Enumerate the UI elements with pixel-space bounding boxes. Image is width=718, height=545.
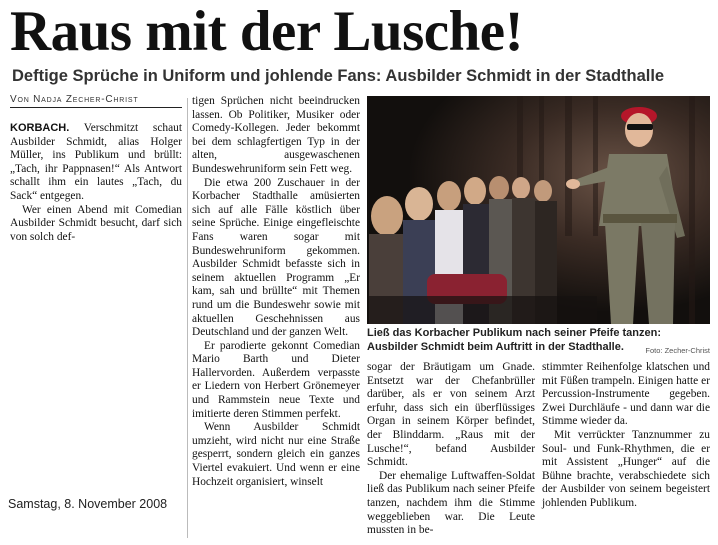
- column-4-paragraph-2: Mit verrückter Tanznummer zu Soul- und Funk-Rhythmen, die er mit Assistent „Hunger“ auf die Bühne brachte, verabschiedete sich der Ausbilder von seinem begeistert johlenden Publikum.: [542, 428, 710, 509]
- column-2-paragraph-3: Er parodierte gekonnt Comedian Mario Barth und Dieter Hallervorden. Außerdem verpasste er Liedern von Herbert Grönemeyer und Rammstein neue Texte und imitierte deren Stimmen perfekt.: [192, 339, 360, 420]
- photo-credit: Foto: Zecher-Christ: [645, 345, 710, 355]
- column-2-paragraph-1: tigen Sprüchen nicht beeindrucken lassen. Ob Politiker, Musiker oder Comedy-Kollegen. Jeder bekommt bei dem schlagfertigen Typ in der alten, ausgewaschenen Bundeswehruniform sein Fett weg.: [192, 95, 360, 175]
- column-3-paragraph-1: sogar der Bräutigam um Gnade. Entsetzt war der Chefanbrüller darüber, als er von seinem Arzt erfuhr, dass sich ein überflüssiges Organ in seinem Körper befindet, der Blinddarm. „Raus mit der Lusche!“, befand Ausbilder Schmidt.: [367, 361, 535, 469]
- stage-photo: [367, 96, 710, 324]
- column-1-text-1: Verschmitzt schaut Ausbilder Schmidt, alias Holger Müller, ins Publikum und brüllt: „Tach, ihr Pappnasen!“ Als Antwort schallt ihm ein lautes „Tach, du Sack“ entgegen.: [10, 122, 182, 202]
- subheadline: Deftige Sprüche in Uniform und johlende Fans: Ausbilder Schmidt in der Stadthalle: [12, 67, 665, 85]
- article-column-1: [10, 122, 182, 244]
- column-2-paragraph-4: Wenn Ausbilder Schmidt umzieht, wird nicht nur eine Straße gesperrt, sondern gleich ein ganzes Viertel evakuiert. Und wenn er eine Hochzeit organisiert, winselt: [192, 421, 360, 488]
- dateline: KORBACH.: [10, 122, 70, 134]
- column-1-paragraph-2: Wer einen Abend mit Comedian Ausbilder Schmidt besucht, darf sich von solch def-: [10, 203, 182, 243]
- column-4-paragraph-1: stimmter Reihenfolge klatschen und mit Füßen trampeln. Einigen hatte er Percussion-Instrumente gegeben. Zwei Durchläufe - und dann war die Stimme wieder da.: [542, 361, 710, 428]
- stage-photo-image: [367, 96, 710, 324]
- photo-caption: [367, 327, 710, 357]
- column-1-paragraph-1: [10, 122, 182, 204]
- photo-caption-text: Ließ das Korbacher Publikum nach seiner Pfeife tanzen: Ausbilder Schmidt beim Auftritt in der Stadthalle.: [367, 327, 662, 353]
- column-3-paragraph-2: Der ehemalige Luftwaffen-Soldat ließ das Publikum nach seiner Pfeife tanzen, nachdem ihm die Stimme weggeblieben war. Die Leute mussten in be-: [367, 469, 535, 537]
- headline: Raus mit der Lusche!: [10, 0, 524, 63]
- publication-date: Samstag, 8. November 2008: [8, 497, 168, 511]
- byline-rule: [10, 107, 182, 108]
- column-2-paragraph-2: Die etwa 200 Zuschauer in der Korbacher Stadthalle amüsierten sich auf alle Fälle köstlich über seine Sprüche. Einige eingefleischte Fans waren sogar mit Bundeswehruniform gekommen. Ausbilder Schmidt befasste sich in seinem aktuellen Programm „Er kam, sah und brüllte“ mit Themen rund um die Bundeswehr sowie mit aktuellen Geschehnissen aus Deutschland und der ganzen Welt.: [192, 176, 360, 339]
- byline: Von Nadja Zecher-Christ: [10, 94, 139, 105]
- column-divider: [187, 98, 188, 538]
- article-column-3: [367, 361, 535, 538]
- article-column-2: [192, 95, 360, 489]
- article-column-4: [542, 361, 710, 511]
